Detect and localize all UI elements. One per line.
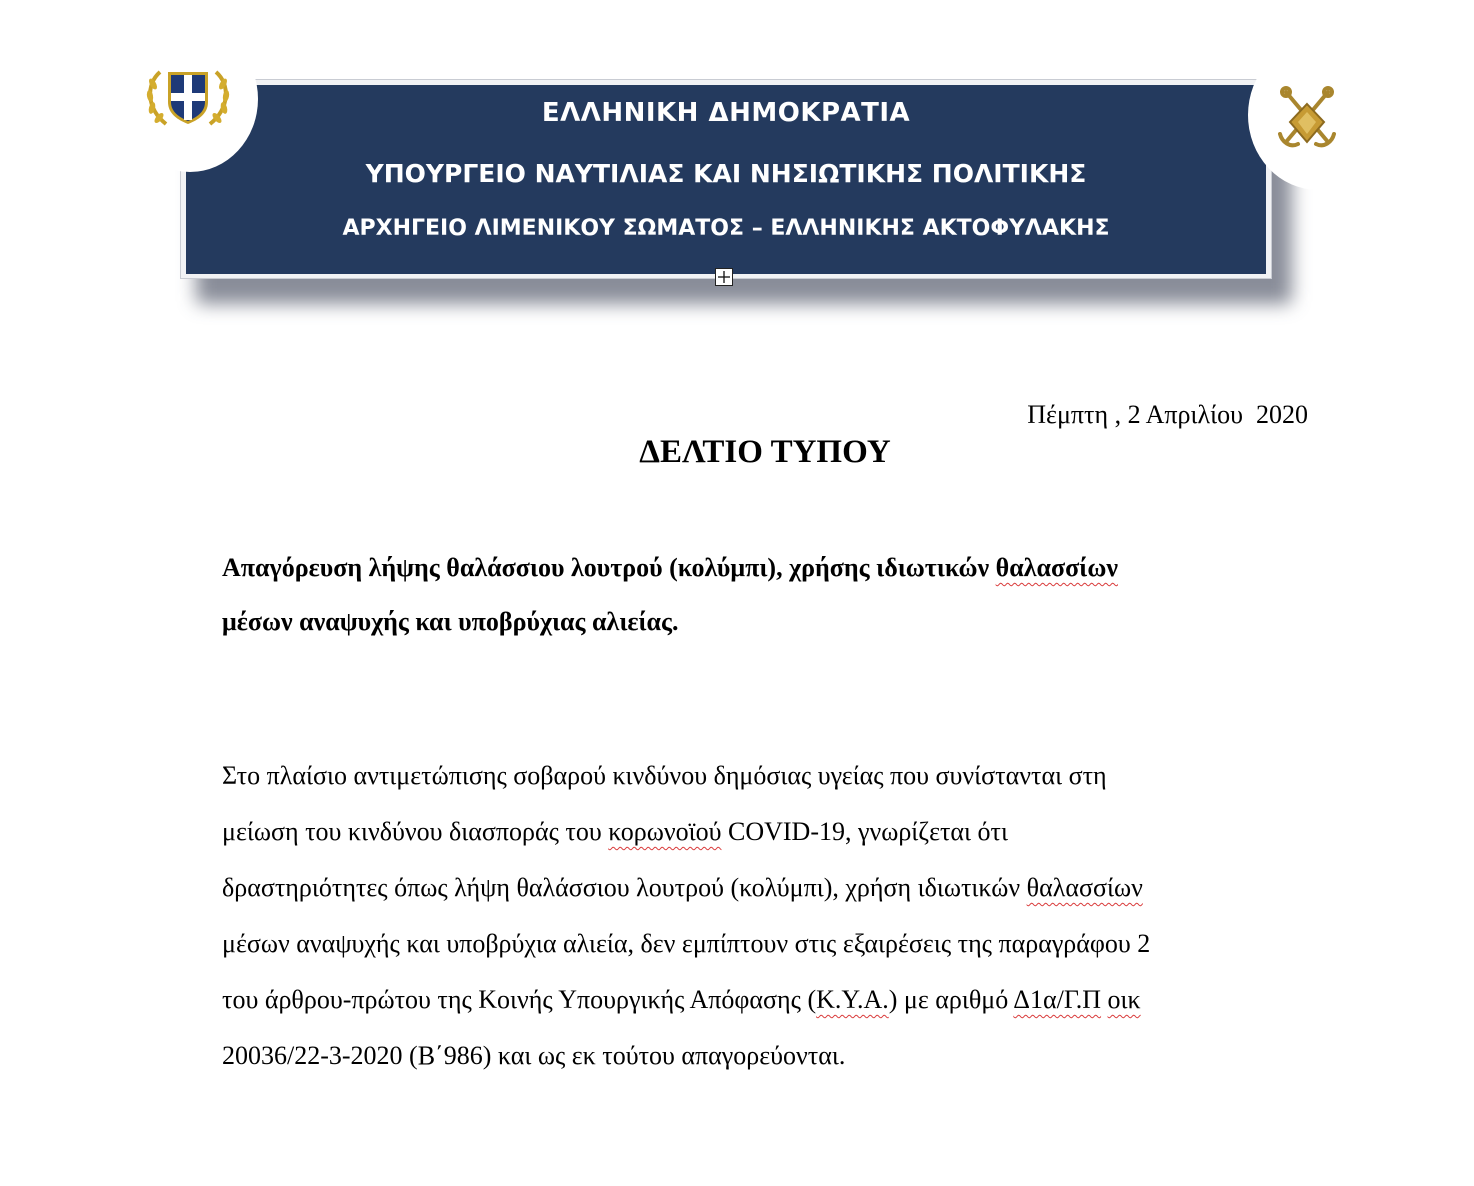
body-line: 20036/22-3-2020 (Β΄986) και ως εκ τούτου απαγορεύονται. — [222, 1041, 846, 1070]
text-run: μείωση του κινδύνου διασποράς του — [222, 817, 609, 846]
text-run: Απαγόρευση λήψης θαλάσσιου λουτρού (κολύμπι), χρήσης ιδιωτικών — [222, 553, 996, 582]
header-ministry: ΥΠΟΥΡΓΕΙΟ ΝΑΥΤΙΛΙΑΣ ΚΑΙ ΝΗΣΙΩΤΙΚΗΣ ΠΟΛΙΤΙΚΗΣ — [365, 159, 1087, 188]
subject-line — [222, 541, 1262, 595]
document-body — [222, 748, 1302, 1084]
spellcheck-word[interactable]: θαλασσίων — [995, 553, 1118, 582]
document-subject — [222, 541, 1262, 649]
spellcheck-word[interactable]: θαλασσίων — [1026, 873, 1143, 902]
spellcheck-word[interactable]: κορωνοϊού — [608, 817, 722, 846]
body-line — [222, 860, 1302, 916]
greek-coat-of-arms-icon — [140, 62, 236, 130]
text-run: COVID-19, γνωρίζεται ότι — [721, 817, 1008, 846]
coast-guard-anchors-emblem-icon — [1274, 84, 1340, 150]
body-line: μέσων αναψυχής και υποβρύχια αλιεία, δεν εμπίπτουν στις εξαιρέσεις της παραγράφου 2 — [222, 929, 1151, 958]
header-headquarters: ΑΡΧΗΓΕΙΟ ΛΙΜΕΝΙΚΟΥ ΣΩΜΑΤΟΣ – ΕΛΛΗΝΙΚΗΣ ΑΚΤΟΦΥΛΑΚΗΣ — [342, 216, 1110, 241]
body-line: Στο πλαίσιο αντιμετώπισης σοβαρού κινδύνου δημόσιας υγείας που συνίστανται στη — [222, 761, 1107, 790]
text-run: του άρθρου-πρώτου της Κοινής Υπουργικής Απόφασης ( — [222, 985, 817, 1014]
spellcheck-word[interactable]: Κ.Υ.Α. — [816, 985, 889, 1014]
text-run: δραστηριότητες όπως λήψη θαλάσσιου λουτρού (κολύμπι), χρήση ιδιωτικών — [222, 873, 1027, 902]
text-run: ) με αριθμό — [888, 985, 1014, 1014]
subject-line: μέσων αναψυχής και υποβρύχιας αλιείας. — [222, 607, 679, 636]
body-line — [222, 972, 1302, 1028]
body-line — [222, 804, 1302, 860]
spellcheck-word[interactable]: Δ1α/Γ.Π — [1013, 985, 1102, 1014]
table-move-handle-icon[interactable] — [715, 268, 733, 286]
document-title: ΔΕΛΤΙΟ ΤΥΠΟΥ — [639, 434, 891, 470]
header-country: ΕΛΛΗΝΙΚΗ ΔΗΜΟΚΡΑΤΙΑ — [541, 98, 911, 128]
document-date: Πέμπτη , 2 Απριλίου 2020 — [1027, 400, 1308, 429]
spellcheck-word[interactable]: οικ — [1107, 985, 1141, 1014]
